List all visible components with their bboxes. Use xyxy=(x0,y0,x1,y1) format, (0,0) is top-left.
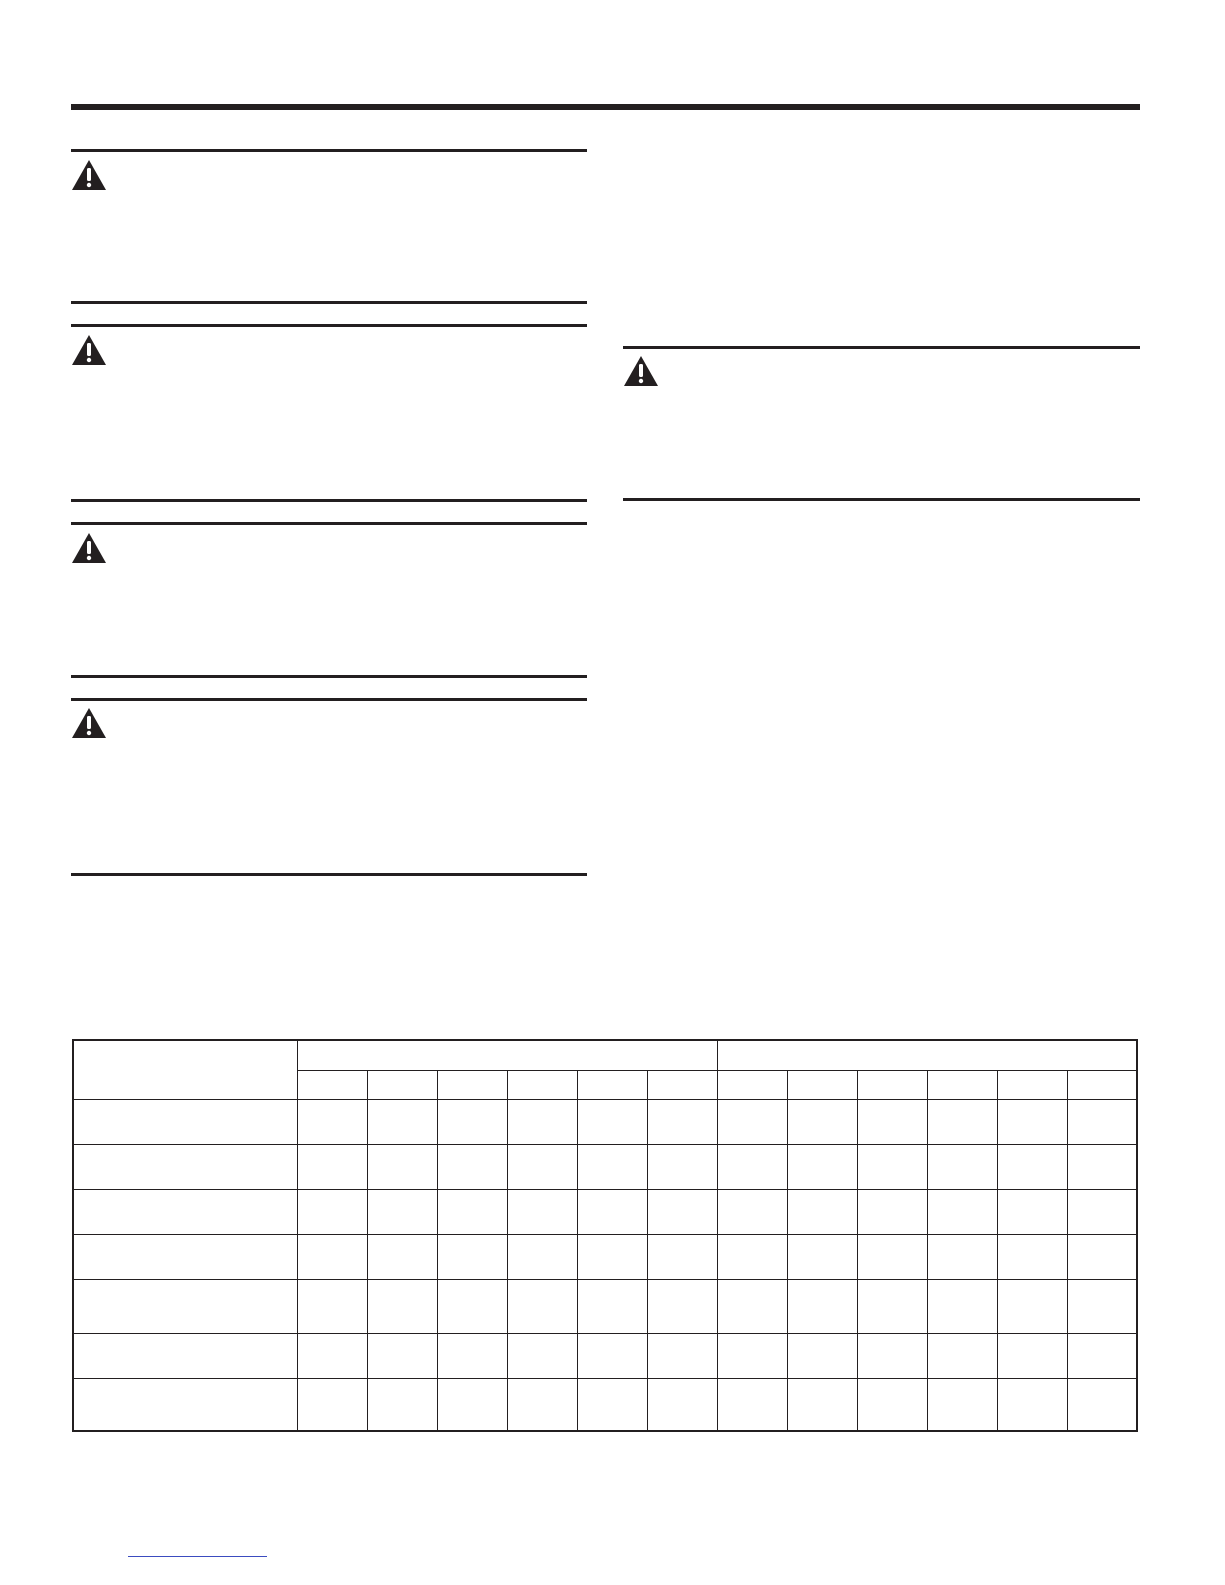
table-cell xyxy=(647,1333,717,1378)
table-sub-header xyxy=(647,1070,717,1099)
table-row-label xyxy=(73,1144,297,1189)
table-cell xyxy=(927,1378,997,1431)
table-cell xyxy=(857,1279,927,1333)
table-cell xyxy=(1067,1279,1137,1333)
warning-box-2-bottom-rule xyxy=(71,499,587,502)
table-cell xyxy=(787,1333,857,1378)
table-cell xyxy=(367,1144,437,1189)
table-cell xyxy=(927,1279,997,1333)
warning-box-5-bottom-rule xyxy=(623,498,1140,501)
table-row xyxy=(73,1234,1137,1279)
table-cell xyxy=(857,1333,927,1378)
table-cell xyxy=(927,1234,997,1279)
table-cell xyxy=(787,1279,857,1333)
table-cell xyxy=(367,1378,437,1431)
table-cell xyxy=(577,1333,647,1378)
table-cell xyxy=(857,1099,927,1144)
table-row xyxy=(73,1189,1137,1234)
table-cell xyxy=(927,1333,997,1378)
table-cell xyxy=(787,1099,857,1144)
table-row xyxy=(73,1144,1137,1189)
table-sub-header xyxy=(507,1070,577,1099)
table-row-label xyxy=(73,1333,297,1378)
table-cell xyxy=(507,1144,577,1189)
table-cell xyxy=(997,1333,1067,1378)
table-cell xyxy=(717,1099,787,1144)
table-cell xyxy=(297,1234,367,1279)
table-cell xyxy=(1067,1333,1137,1378)
table-cell xyxy=(297,1279,367,1333)
table-cell xyxy=(927,1144,997,1189)
table-sub-header xyxy=(857,1070,927,1099)
table-cell xyxy=(367,1189,437,1234)
table-sub-header xyxy=(717,1070,787,1099)
table-cell xyxy=(577,1189,647,1234)
table-row xyxy=(73,1099,1137,1144)
table-cell xyxy=(647,1099,717,1144)
warning-triangle-icon xyxy=(71,707,107,739)
table-cell xyxy=(507,1279,577,1333)
table-cell xyxy=(717,1234,787,1279)
table-cell xyxy=(647,1234,717,1279)
warning-triangle-icon xyxy=(71,532,107,564)
table-cell xyxy=(1067,1144,1137,1189)
table-cell xyxy=(507,1234,577,1279)
table-row-label xyxy=(73,1099,297,1144)
table-cell xyxy=(367,1234,437,1279)
table-cell xyxy=(437,1144,507,1189)
table-cell xyxy=(857,1144,927,1189)
table-cell xyxy=(927,1099,997,1144)
table-row xyxy=(73,1378,1137,1431)
table-cell xyxy=(927,1189,997,1234)
warning-box-3-top-rule xyxy=(71,522,587,525)
table-cell xyxy=(1067,1234,1137,1279)
table-cell xyxy=(437,1234,507,1279)
table-cell xyxy=(577,1279,647,1333)
spec-table xyxy=(72,1039,1138,1432)
table-group-header xyxy=(717,1040,1137,1070)
table-cell xyxy=(1067,1099,1137,1144)
table-cell xyxy=(717,1333,787,1378)
table-cell xyxy=(997,1378,1067,1431)
warning-triangle-icon xyxy=(71,334,107,366)
table-cell xyxy=(857,1234,927,1279)
table-cell xyxy=(857,1189,927,1234)
spec-table-body xyxy=(73,1099,1137,1431)
table-cell xyxy=(437,1378,507,1431)
table-cell xyxy=(507,1333,577,1378)
footer-link-underline[interactable] xyxy=(128,1556,267,1557)
table-cell xyxy=(437,1279,507,1333)
table-group-header xyxy=(297,1040,717,1070)
table-cell xyxy=(507,1099,577,1144)
table-cell xyxy=(787,1144,857,1189)
table-cell xyxy=(997,1189,1067,1234)
table-cell xyxy=(997,1279,1067,1333)
table-cell xyxy=(297,1099,367,1144)
table-row-label xyxy=(73,1234,297,1279)
table-cell xyxy=(367,1099,437,1144)
table-cell xyxy=(437,1099,507,1144)
table-cell xyxy=(787,1378,857,1431)
header-rule xyxy=(71,104,1140,110)
table-sub-header xyxy=(577,1070,647,1099)
table-cell xyxy=(717,1189,787,1234)
table-cell xyxy=(437,1189,507,1234)
warning-box-4-top-rule xyxy=(71,698,587,701)
table-cell xyxy=(787,1234,857,1279)
table-cell xyxy=(297,1189,367,1234)
table-row-label xyxy=(73,1189,297,1234)
table-sub-header xyxy=(1067,1070,1137,1099)
table-cell xyxy=(997,1099,1067,1144)
table-row-label xyxy=(73,1378,297,1431)
table-cell xyxy=(507,1378,577,1431)
table-sub-header xyxy=(367,1070,437,1099)
table-cell xyxy=(647,1279,717,1333)
table-cell xyxy=(997,1144,1067,1189)
table-row xyxy=(73,1333,1137,1378)
table-cell xyxy=(717,1378,787,1431)
table-sub-header xyxy=(297,1070,367,1099)
warning-triangle-icon xyxy=(71,159,107,191)
warning-triangle-icon xyxy=(623,355,659,387)
table-cell xyxy=(367,1333,437,1378)
table-cell xyxy=(787,1189,857,1234)
table-cell xyxy=(647,1144,717,1189)
table-cell xyxy=(717,1144,787,1189)
table-row xyxy=(73,1279,1137,1333)
table-row-label xyxy=(73,1279,297,1333)
table-sub-header xyxy=(787,1070,857,1099)
table-cell xyxy=(367,1279,437,1333)
table-cell xyxy=(647,1378,717,1431)
table-cell xyxy=(297,1144,367,1189)
table-cell xyxy=(577,1234,647,1279)
table-cell xyxy=(297,1378,367,1431)
warning-box-2-top-rule xyxy=(71,324,587,327)
table-cell xyxy=(717,1279,787,1333)
warning-box-1-bottom-rule xyxy=(71,301,587,304)
warning-box-5-top-rule xyxy=(623,346,1140,349)
warning-box-3-bottom-rule xyxy=(71,675,587,678)
table-cell xyxy=(577,1144,647,1189)
table-sub-header xyxy=(997,1070,1067,1099)
table-cell xyxy=(577,1099,647,1144)
table-cell xyxy=(1067,1189,1137,1234)
table-cell xyxy=(577,1378,647,1431)
table-cell xyxy=(297,1333,367,1378)
table-corner-cell xyxy=(73,1040,297,1099)
table-cell xyxy=(1067,1378,1137,1431)
table-cell xyxy=(857,1378,927,1431)
table-sub-header xyxy=(437,1070,507,1099)
table-sub-header xyxy=(927,1070,997,1099)
table-cell xyxy=(507,1189,577,1234)
table-cell xyxy=(647,1189,717,1234)
table-cell xyxy=(437,1333,507,1378)
table-cell xyxy=(997,1234,1067,1279)
warning-box-1-top-rule xyxy=(71,149,587,152)
warning-box-4-bottom-rule xyxy=(71,873,587,876)
